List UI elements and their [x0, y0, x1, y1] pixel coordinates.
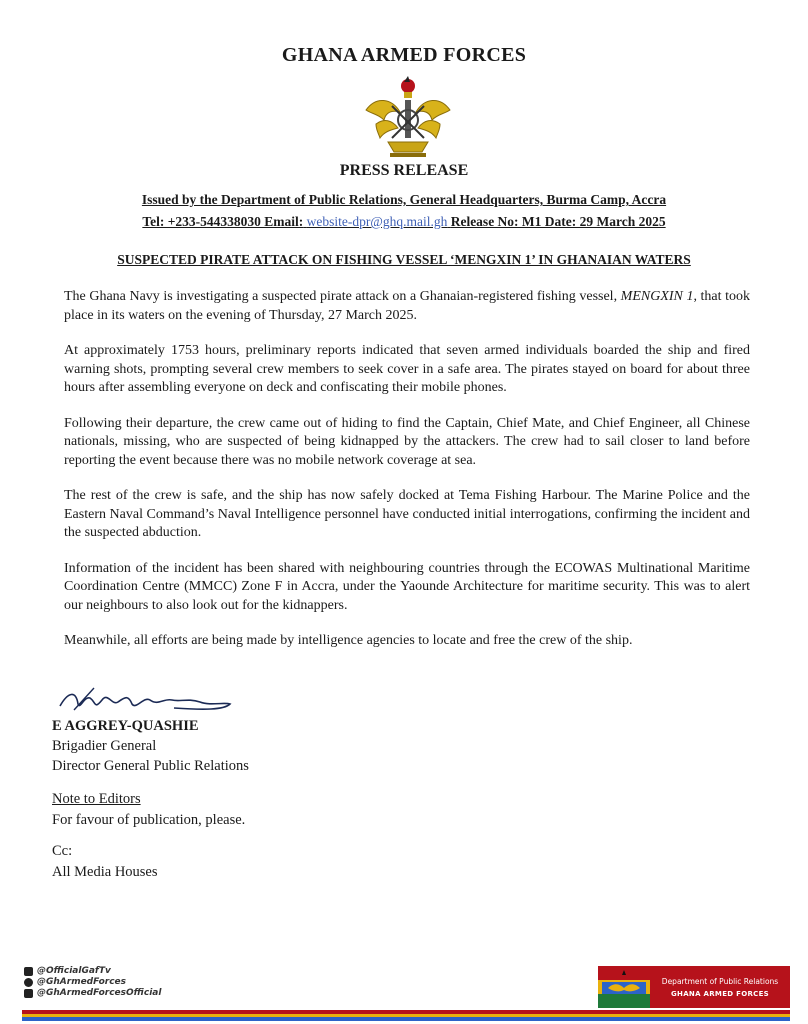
youtube-icon: [24, 967, 33, 976]
badge-line-2: GHANA ARMED FORCES: [670, 989, 770, 998]
editors-heading: Note to Editors: [52, 791, 141, 807]
paragraph-2: At approximately 1753 hours, preliminary reports indicated that seven armed individuals boarded the ship and fired warning shots, prompting several crew members to seek cover in a safe area. The pirates stayed on board for about three hours after assembling everyone on deck and confiscating their mobile phones.: [64, 343, 750, 395]
social-row-youtube[interactable]: [24, 966, 161, 977]
issued-by-line: Issued by the Department of Public Relations, General Headquarters, Burma Camp, Accra: [141, 192, 667, 207]
paragraph-3: Following their departure, the crew came out of hiding to find the Captain, Chief Mate, and Chief Engineer, all Chinese nationals, missing, who are suspected of being kidnapped by the attackers. The crew had to sail closer to land before reporting the event because there was no mobile network coverage at sea.: [64, 415, 750, 468]
paragraph-4: The rest of the crew is safe, and the ship has now safely docked at Tema Fishing Harbour. The Marine Police and the Eastern Naval Command’s Naval Intelligence personnel have conducted initial interrogations, confirming the incident and the suspected abduction.: [64, 488, 750, 540]
badge-line-1: Department of Public Relations: [661, 976, 779, 986]
press-body: [64, 288, 750, 668]
signature-icon: [54, 680, 244, 720]
paragraph-1: The Ghana Navy is investigating a suspected pirate attack on a Ghanaian-registered fishing vessel, MENGXIN 1, that took place in its waters on the evening of Thursday, 27 March 2025.: [64, 289, 750, 323]
press-release-heading: PRESS RELEASE: [339, 162, 469, 179]
social-row-twitter[interactable]: [24, 977, 161, 988]
paragraph-6: Meanwhile, all efforts are being made by intelligence agencies to locate and free the crew of the ship.: [64, 633, 633, 648]
cc-recipient: All Media Houses: [52, 864, 158, 880]
youtube-handle: @OfficialGafTv: [37, 966, 111, 976]
facebook-handle: @GhArmedForcesOfficial: [37, 988, 162, 998]
email-link[interactable]: website-dpr@ghq.mail.gh: [306, 214, 448, 229]
organization-title: GHANA ARMED FORCES: [281, 44, 527, 66]
social-handles: [24, 966, 161, 999]
twitter-icon: [24, 978, 33, 987]
footer-stripe-blue: [22, 1017, 790, 1021]
signatory-block: [52, 716, 249, 776]
signatory-position: Director General Public Relations: [52, 758, 249, 774]
dpr-badge: [598, 966, 790, 1008]
cc-block: [52, 841, 158, 883]
cc-label: Cc:: [52, 843, 73, 859]
note-to-editors: [52, 789, 245, 831]
signatory-name: E AGGREY-QUASHIE: [52, 718, 199, 734]
twitter-handle: @GhArmedForces: [37, 977, 126, 987]
contact-line: [0, 214, 808, 230]
social-row-facebook[interactable]: [24, 988, 161, 999]
dpr-badge-text: [650, 966, 790, 1008]
vessel-name: MENGXIN 1: [620, 289, 694, 304]
paragraph-5: Information of the incident has been shared with neighbouring countries through the ECOWAS Multinational Maritime Coordination Centre (MMCC) Zone F in Accra, under the Yaounde Architecture for maritime security. This was to alert our neighbours to also look out for the kidnappers.: [64, 560, 750, 613]
ghana-armed-forces-crest-icon: [358, 72, 458, 162]
dpr-logo-icon: [598, 966, 650, 1008]
facebook-instagram-icon: [24, 989, 33, 998]
release-info: Release No: M1 Date: 29 March 2025: [450, 214, 666, 229]
editors-text: For favour of publication, please.: [52, 812, 246, 828]
headline: SUSPECTED PIRATE ATTACK ON FISHING VESSEL ‘MENGXIN 1’ IN GHANAIAN WATERS: [117, 252, 691, 267]
tel-label: Tel: +233-544338030 Email:: [142, 214, 304, 229]
signatory-rank: Brigadier General: [52, 738, 157, 754]
